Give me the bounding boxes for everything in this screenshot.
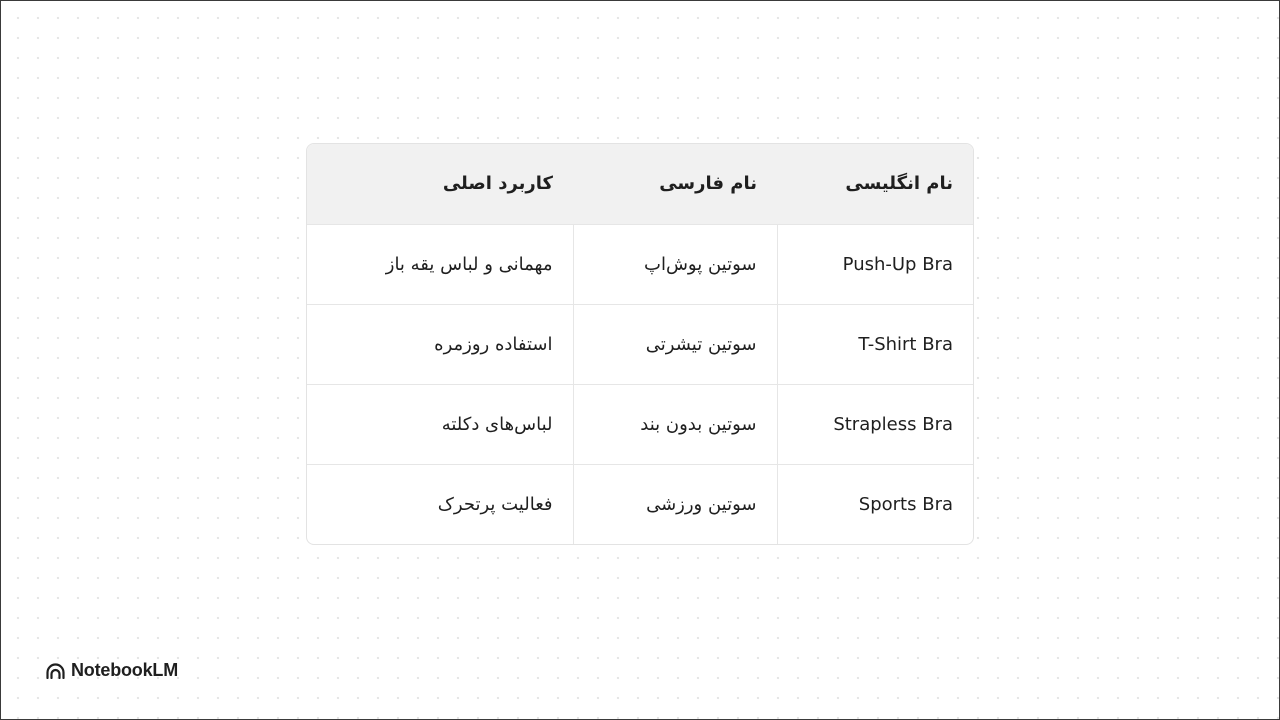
cell-main-use: لباس‌های دکلته [307,384,573,464]
cell-english-name: Sports Bra [777,464,973,544]
cell-english-name: Strapless Bra [777,384,973,464]
cell-english-name: Push-Up Bra [777,224,973,304]
table-header-row [307,144,973,224]
header-persian-name: نام فارسی [573,144,777,224]
brand-watermark [46,660,178,681]
cell-main-use: فعالیت پرتحرک [307,464,573,544]
table-row [307,384,973,464]
data-table [307,144,973,544]
table-row [307,464,973,544]
cell-english-name: T-Shirt Bra [777,304,973,384]
header-english-name: نام انگلیسی [777,144,973,224]
cell-persian-name: سوتین بدون بند [573,384,777,464]
notebooklm-logo-icon [46,663,65,679]
cell-persian-name: سوتین پوش‌اپ [573,224,777,304]
brand-name: NotebookLM [71,660,178,680]
table-row [307,304,973,384]
table-row [307,224,973,304]
header-main-use: کاربرد اصلی [307,144,573,224]
cell-main-use: مهمانی و لباس یقه باز [307,224,573,304]
cell-persian-name: سوتین ورزشی [573,464,777,544]
cell-main-use: استفاده روزمره [307,304,573,384]
table-card [306,143,974,545]
cell-persian-name: سوتین تیشرتی [573,304,777,384]
